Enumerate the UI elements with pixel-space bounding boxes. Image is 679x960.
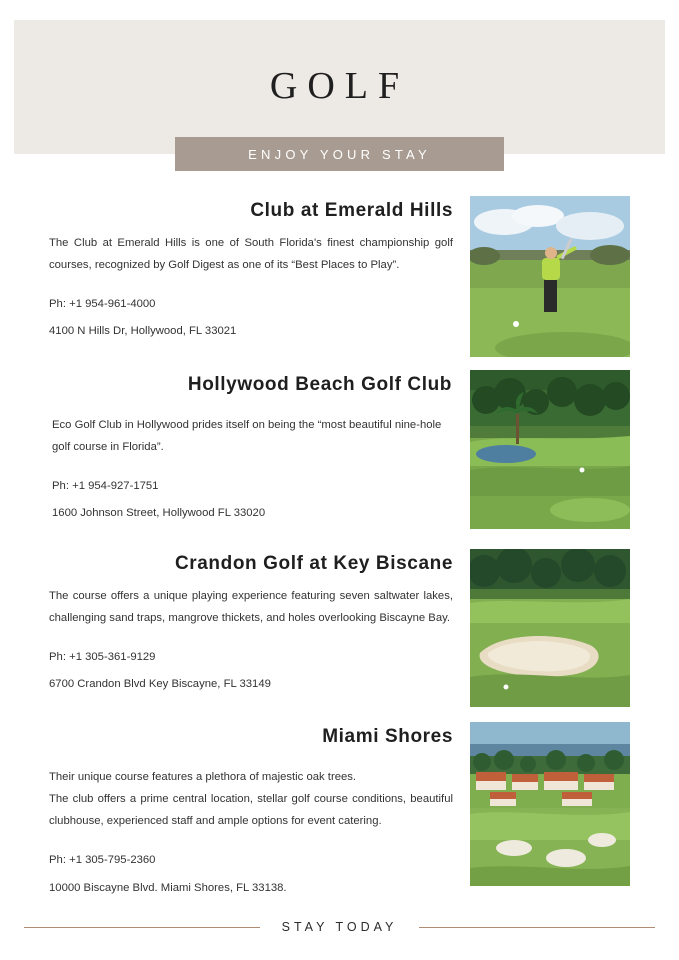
- listing-title: Crandon Golf at Key Biscane: [174, 553, 453, 574]
- header-band: [14, 20, 665, 154]
- listing-address: 1600 Johnson Street, Hollywood FL 33020: [52, 507, 266, 520]
- listing-phone: Ph: +1 305-361-9129: [49, 651, 156, 664]
- listing-description: Eco Golf Club in Hollywood prides itself on being the “most beautiful nine-hole golf course in Florida”.: [52, 419, 442, 454]
- footer-label: STAY TODAY: [281, 920, 398, 934]
- footer: [0, 920, 679, 934]
- listing-title: Club at Emerald Hills: [250, 200, 453, 221]
- listing-description-secondary: The club offers a prime central location, stellar golf course conditions, beautiful clubhouse, experienced staff and ample options for event catering.: [49, 793, 453, 828]
- listing-title: Miami Shores: [322, 726, 453, 747]
- listing-entry: [0, 722, 679, 892]
- golfer-swinging-photo: [470, 196, 630, 357]
- listing-entry: [0, 196, 679, 366]
- listing-description: The Club at Emerald Hills is one of South Florida's finest championship golf courses, recognized by Golf Digest as one of its “Best Places to Play”.: [49, 237, 453, 272]
- listing-phone: Ph: +1 954-961-4000: [49, 298, 156, 311]
- subtitle-text: ENJOY YOUR STAY: [248, 146, 431, 162]
- listing-text-column: [52, 374, 452, 525]
- listing-text-column: [49, 726, 453, 899]
- listing-description: Their unique course features a plethora of majestic oak trees.: [49, 771, 357, 783]
- footer-rule-left: [24, 927, 260, 928]
- page-title: GOLF: [269, 65, 410, 107]
- aerial-clubhouse-photo: [470, 722, 630, 886]
- listing-phone: Ph: +1 305-795-2360: [49, 854, 156, 867]
- palm-lined-fairway-photo: [470, 370, 630, 529]
- listing-entry: [0, 370, 679, 535]
- listing-photo: [470, 722, 630, 886]
- listing-phone: Ph: +1 954-927-1751: [52, 480, 159, 493]
- listing-title: Hollywood Beach Golf Club: [187, 374, 452, 395]
- footer-rule-right: [419, 927, 655, 928]
- listing-address: 10000 Biscayne Blvd. Miami Shores, FL 33138.: [49, 881, 287, 894]
- listing-photo: [470, 370, 630, 529]
- sand-trap-green-photo: [470, 549, 630, 707]
- listing-photo: [470, 549, 630, 707]
- listing-description: The course offers a unique playing experience featuring seven saltwater lakes, challenging sand traps, mangrove thickets, and holes overlooking Biscayne Bay.: [49, 590, 453, 625]
- subtitle-band: [175, 137, 504, 171]
- listing-address: 4100 N Hills Dr, Hollywood, FL 33021: [49, 325, 237, 338]
- listing-text-column: [49, 200, 453, 343]
- listing-address: 6700 Crandon Blvd Key Biscayne, FL 33149: [49, 678, 271, 691]
- listing-entry: [0, 549, 679, 714]
- listing-photo: [470, 196, 630, 357]
- listing-text-column: [49, 553, 453, 696]
